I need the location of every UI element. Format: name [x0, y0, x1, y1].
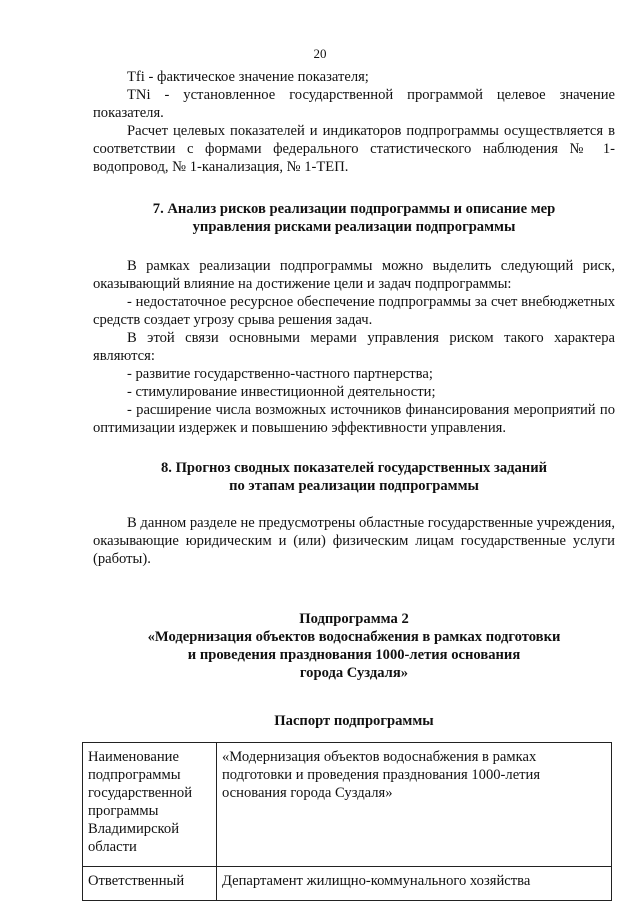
section-7-heading [93, 200, 615, 236]
passport-value-name: «Модернизация объектов водоснабжения в рамках подготовки и проведения празднования 1000-летия основания города Суздаля» [217, 743, 612, 867]
page-number: 20 [313, 46, 327, 61]
passport-label-name: Наименование подпрограммы государственной программы Владимирской области [83, 743, 217, 867]
section-7-item-partnership: - развитие государственно-частного партнерства; [127, 366, 433, 382]
subprogram-title [93, 610, 615, 682]
section-7-paragraph-measures: В этой связи основными мерами управления риском такого характера являются: [93, 330, 615, 364]
section-8-heading [93, 459, 615, 495]
section-8-heading-line2: по этапам реализации подпрограммы [229, 478, 479, 494]
section-7-paragraph-resource: - недостаточное ресурсное обеспечение подпрограммы за счет внебюджетных средств создает угрозу срыва решения задач. [93, 294, 615, 328]
paragraph-tni: TNi - установленное государственной программой целевое значение показателя. [93, 87, 615, 121]
subprogram-name-line2: и проведения празднования 1000-летия основания [187, 647, 521, 663]
passport-label-responsible: Ответственный [83, 867, 217, 901]
table-row [83, 743, 612, 867]
section-8-heading-line1: 8. Прогноз сводных показателей государственных заданий [160, 460, 548, 476]
subprogram-name-line3: города Суздаля» [299, 665, 409, 681]
paragraph-tfi: Tfi - фактическое значение показателя; [127, 69, 369, 85]
passport-table [82, 742, 612, 901]
document-body [88, 68, 615, 901]
subprogram-name-line1: «Модернизация объектов водоснабжения в рамках подготовки [147, 629, 561, 645]
section-7-item-investment: - стимулирование инвестиционной деятельности; [127, 384, 436, 400]
section-7-paragraph-risk: В рамках реализации подпрограммы можно выделить следующий риск, оказывающий влияние на достижение цели и задач подпрограммы: [93, 258, 615, 292]
table-row [83, 867, 612, 901]
section-7-item-financing: - расширение числа возможных источников финансирования мероприятий по оптимизации издержек и повышению эффективности управления. [93, 402, 615, 436]
subprogram-number: Подпрограмма 2 [299, 611, 409, 627]
passport-value-responsible: Департамент жилищно-коммунального хозяйства [217, 867, 612, 901]
paragraph-indicators: Расчет целевых показателей и индикаторов подпрограммы осуществляется в соответствии с формами федерального статистического наблюдения № 1-водопровод, № 1-канализация, № 1-ТЕП. [93, 123, 615, 175]
section-7-heading-line2: управления рисками реализации подпрограммы [192, 219, 516, 235]
section-8-paragraph: В данном разделе не предусмотрены областные государственные учреждения, оказывающие юридическим и (или) физическим лицам государственные услуги (работы). [93, 515, 615, 567]
section-7-heading-line1: 7. Анализ рисков реализации подпрограммы и описание мер [152, 201, 556, 217]
passport-title: Паспорт подпрограммы [274, 713, 434, 729]
